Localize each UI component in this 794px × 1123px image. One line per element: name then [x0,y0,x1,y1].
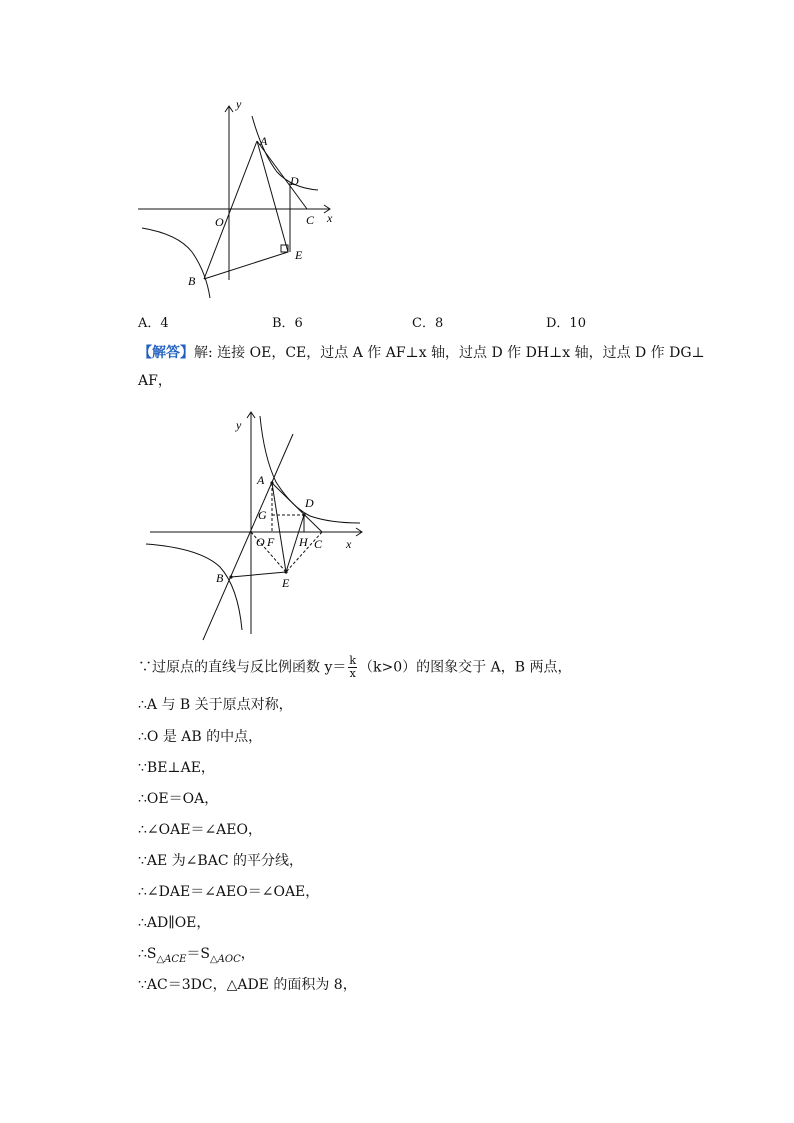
fraction-k-over-x [348,655,357,680]
solution-intro-text-2: AF， [138,373,172,389]
label-D: D [305,496,314,510]
solution-intro-line-1 [138,343,705,363]
point-E [284,570,287,573]
hyperbola-branch-q3 [142,228,210,298]
point-B [229,575,232,578]
step-1-post: （k>0）的图象交于 A，B 两点， [359,659,572,676]
step-5: ∴OE＝OA， [138,791,219,807]
label-x: x [327,211,333,225]
answer-choices [138,312,698,332]
step-10-sub-ace: △ACE [156,953,187,965]
fraction-numerator: k [349,654,357,667]
label-B: B [216,571,224,585]
label-B: B [188,274,196,288]
step-10-e: ， [240,946,255,962]
label-y: y [236,418,242,432]
choice-A[interactable]: A．4 [138,316,169,331]
line-AB-extended [203,434,293,640]
label-y: y [236,97,242,111]
label-A: A [257,473,265,487]
step-11: ∵AC＝3DC，△ADE 的面积为 8， [138,977,357,993]
step-7: ∵AE 为∠BAC 的平分线， [138,853,303,869]
point-D [302,513,305,516]
label-E: E [282,576,290,590]
line-BE [204,252,288,279]
label-C: C [306,213,315,227]
label-x: x [346,537,352,551]
line-AB [204,141,257,279]
step-9: ∴AD∥OE， [138,915,211,931]
figure-2 [140,402,380,647]
solution-intro-line-2 [138,371,172,391]
point-A [270,481,273,484]
label-D: D [290,174,299,188]
solution-intro-text: 解: 连接 OE，CE，过点 A 作 AF⊥x 轴，过点 D 作 DH⊥x 轴，过点 D 作 DG⊥ [194,345,705,361]
choice-C[interactable]: C．8 [412,316,444,331]
step-10-sub-aoc: △AOC [209,953,241,965]
step-8: ∴∠DAE＝∠AEO＝∠OAE， [138,884,320,900]
label-O: O [215,215,224,229]
label-A: A [260,134,268,148]
step-6: ∴∠OAE＝∠AEO， [138,822,262,838]
step-10-c: ＝S [186,946,210,962]
step-1-pre: ∵过原点的直线与反比例函数 y＝ [138,659,347,676]
choice-B[interactable]: B．6 [272,316,303,331]
label-E: E [295,248,303,262]
step-10-a: ∴S [138,946,157,962]
line-AC [257,141,307,209]
line-BE [231,572,286,577]
choice-D[interactable]: D．10 [546,316,586,331]
label-H: H [299,535,308,549]
label-G: G [258,508,267,522]
fraction-denominator: x [349,667,356,680]
line-AE [257,141,288,252]
line-AC [272,483,322,532]
label-F: F [267,535,275,549]
step-3: ∴O 是 AB 的中点， [138,729,263,745]
label-O: O [256,535,265,549]
solution-tag: 【解答】 [138,345,194,361]
label-C: C [314,537,323,551]
step-1 [138,655,571,680]
step-4: ∵BE⊥AE， [138,760,215,776]
hyperbola-branch-q3 [146,544,242,630]
step-2: ∴A 与 B 关于原点对称， [138,697,293,713]
step-10 [138,944,255,970]
figure-1 [130,92,350,302]
